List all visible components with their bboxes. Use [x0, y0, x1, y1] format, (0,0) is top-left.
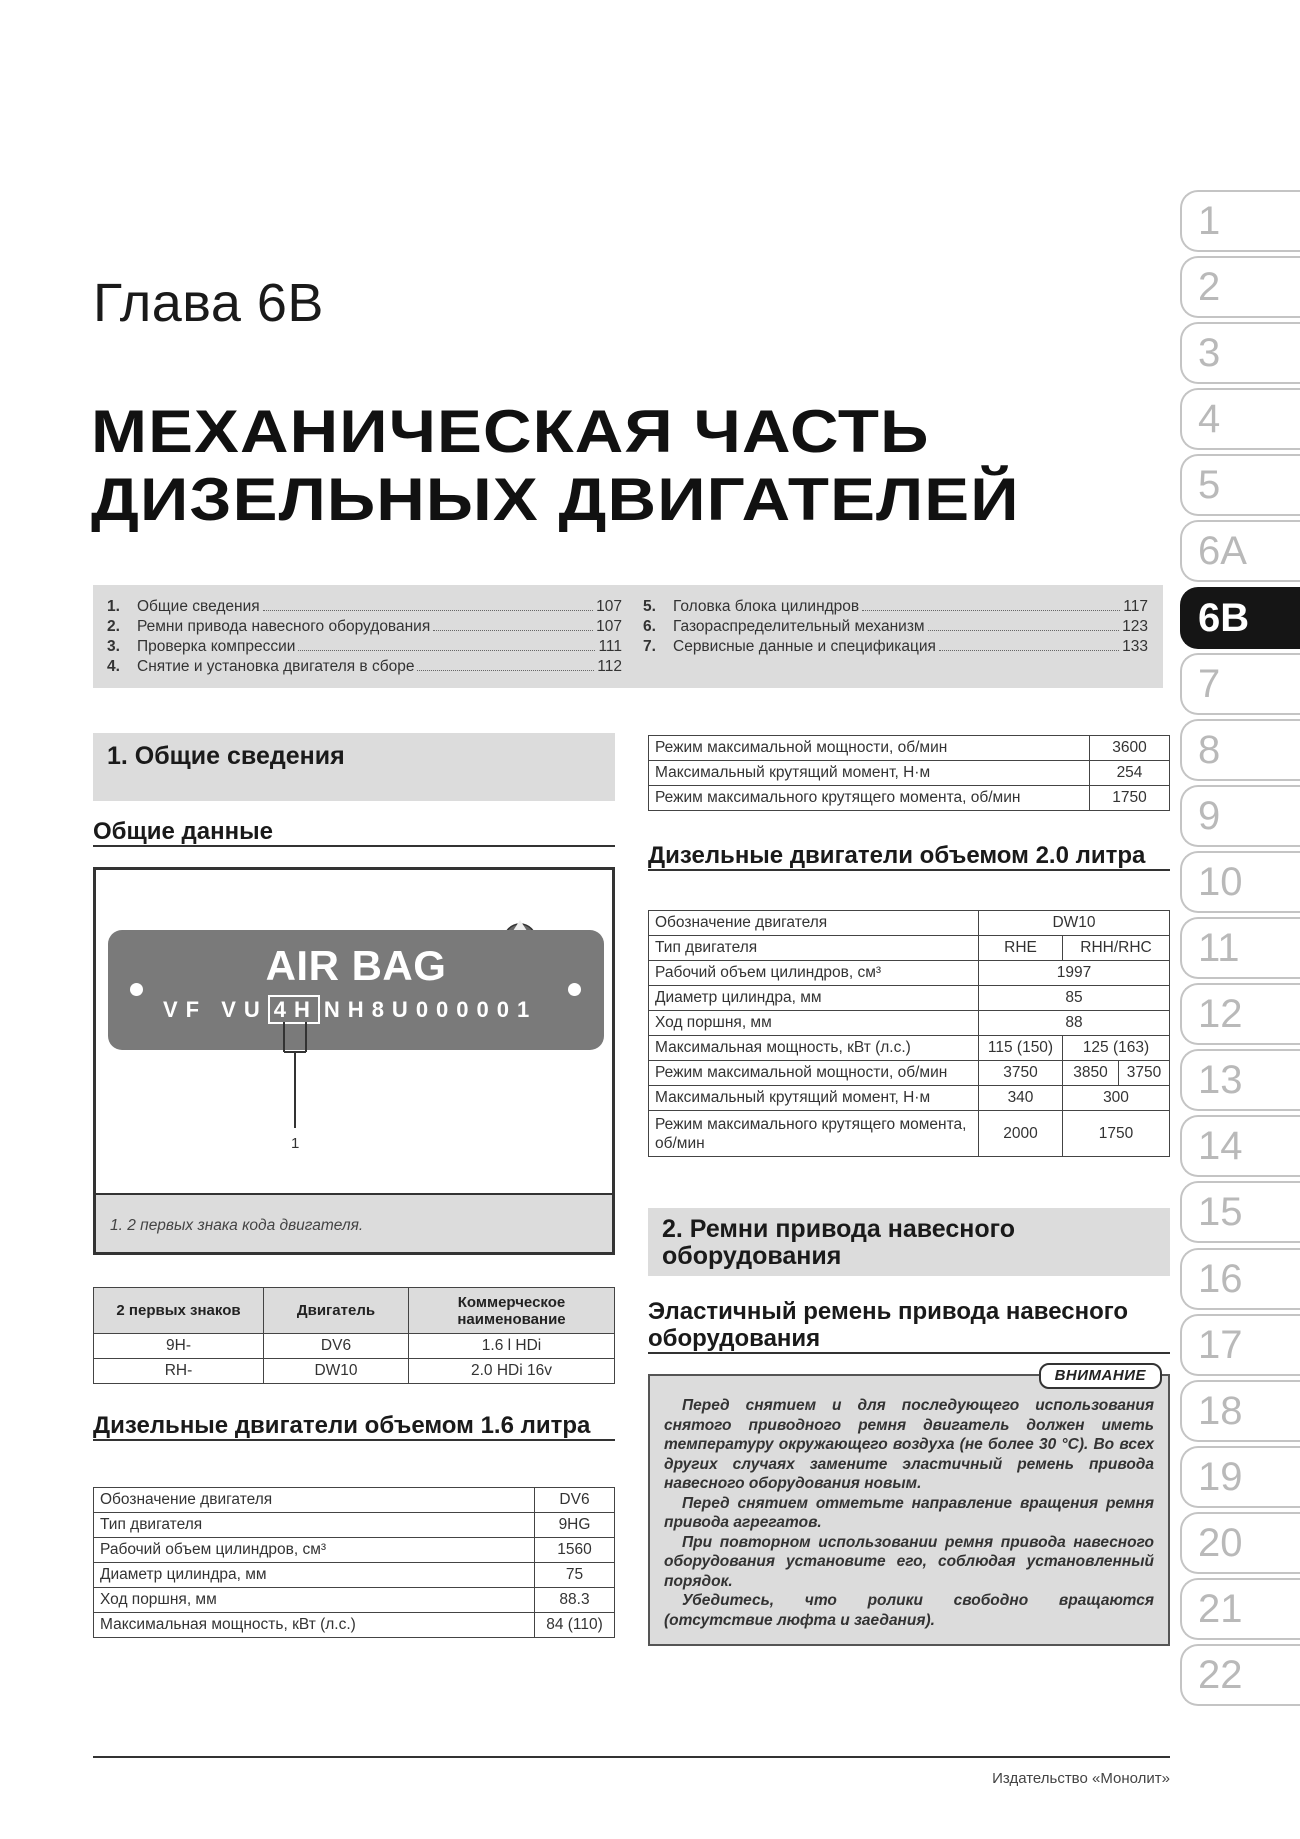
chapter-tab[interactable]: 22 [1180, 1644, 1300, 1706]
table-cell: 1750 [1063, 1111, 1170, 1157]
chapter-tab[interactable]: 20 [1180, 1512, 1300, 1574]
table-row [94, 1588, 615, 1613]
chapter-tab[interactable]: 9 [1180, 785, 1300, 847]
table-cell: Обозначение двигателя [94, 1488, 535, 1513]
table-row [649, 1061, 1170, 1086]
chapter-tab[interactable]: 8 [1180, 719, 1300, 781]
diesel-2-0-heading: Дизельные двигатели объемом 2.0 литра [648, 842, 1170, 871]
table-row [94, 1488, 615, 1513]
title-line-2: ДИЗЕЛЬНЫХ ДВИГАТЕЛЕЙ [91, 466, 1020, 533]
vin-suffix: NH8U000001 [323, 997, 538, 1022]
chapter-tab[interactable]: 7 [1180, 653, 1300, 715]
contents-item-number: 7. [643, 638, 656, 655]
section-1-header: 1. Общие сведения [93, 733, 615, 801]
table-row [649, 1011, 1170, 1036]
table-row [649, 986, 1170, 1011]
chapter-tab[interactable]: 11 [1180, 917, 1300, 979]
table-cell: 88.3 [535, 1588, 615, 1613]
contents-column-left [107, 598, 622, 678]
diesel-1-6-table [93, 1487, 615, 1638]
vin-code [163, 997, 537, 1023]
table-row [649, 786, 1170, 811]
table-cell: RHE [979, 936, 1063, 961]
contents-item-page: 111 [598, 638, 622, 655]
contents-item[interactable] [107, 598, 622, 618]
table-header-row [94, 1288, 615, 1334]
contents-item[interactable] [107, 658, 622, 678]
warning-paragraph: Перед снятием отметьте направление вращения ремня привода агрегатов. [664, 1494, 1154, 1531]
contents-item-page: 133 [1122, 638, 1148, 655]
chapter-tab[interactable]: 16 [1180, 1248, 1300, 1310]
table-cell: RH- [94, 1359, 264, 1384]
table-cell: DV6 [535, 1488, 615, 1513]
leader-dots [417, 670, 594, 671]
title-line-1: МЕХАНИЧЕСКАЯ ЧАСТЬ [91, 398, 930, 465]
table-cell: Режим максимальной мощности, об/мин [649, 1061, 979, 1086]
leader-dots [928, 630, 1120, 631]
diesel-1-6-table-continued [648, 735, 1170, 811]
contents-item[interactable] [107, 638, 622, 658]
table-row [649, 1036, 1170, 1061]
chapter-tab[interactable]: 6A [1180, 520, 1300, 582]
contents-item-number: 1. [107, 598, 120, 615]
chapter-tab[interactable]: 1 [1180, 190, 1300, 252]
table-cell: 84 (110) [535, 1613, 615, 1638]
header-cell: Коммерческое наименование [409, 1288, 615, 1334]
chapter-tab[interactable]: 10 [1180, 851, 1300, 913]
header-cell: 2 первых знаков [94, 1288, 264, 1334]
chapter-tab[interactable]: 19 [1180, 1446, 1300, 1508]
table-cell: Диаметр цилиндра, мм [649, 986, 979, 1011]
chapter-tab[interactable]: 21 [1180, 1578, 1300, 1640]
identification-plate [108, 930, 604, 1050]
table-cell: DW10 [979, 911, 1170, 936]
warning-badge: ВНИМАНИЕ [1039, 1363, 1162, 1389]
chapter-tab[interactable]: 12 [1180, 983, 1300, 1045]
table-cell: 1560 [535, 1538, 615, 1563]
warning-paragraph: Перед снятием и для последующего использования снятого приводного ремня двигатель должен иметь температуру окружающего воздуха (не более 30 °С). Во всех других случаях замените эластичный ремень привода навесного оборудования новым. [664, 1397, 1154, 1492]
contents-item-label: Проверка компрессии [137, 638, 296, 655]
chapter-contents [93, 585, 1163, 688]
table-cell: 254 [1090, 761, 1170, 786]
contents-item-page: 117 [1123, 598, 1148, 615]
table-cell: RHH/RHC [1063, 936, 1170, 961]
table-cell: 1750 [1090, 786, 1170, 811]
table-cell: Диаметр цилиндра, мм [94, 1563, 535, 1588]
chapter-tab[interactable]: 4 [1180, 388, 1300, 450]
table-row [94, 1613, 615, 1638]
chapter-tab[interactable]: 3 [1180, 322, 1300, 384]
table-cell: 300 [1063, 1086, 1170, 1111]
table-cell: Максимальный крутящий момент, Н·м [649, 761, 1090, 786]
contents-item-page: 107 [596, 618, 622, 635]
table-cell: Максимальная мощность, кВт (л.с.) [649, 1036, 979, 1061]
section-2-header: 2. Ремни привода навесного оборудования [648, 1208, 1170, 1276]
table-cell: 3850 [1063, 1061, 1119, 1086]
callout-leader [276, 1018, 316, 1148]
table-cell: 9HG [535, 1513, 615, 1538]
engine-code-highlight: 4H [268, 995, 320, 1024]
leader-dots [298, 650, 595, 651]
warning-paragraph: При повторном использовании ремня привода навесного оборудования установите его, соблюдая установленный порядок. [664, 1533, 1154, 1590]
table-cell: Режим максимальной мощности, об/мин [649, 736, 1090, 761]
table-cell: 2.0 HDi 16v [409, 1359, 615, 1384]
page-title [91, 398, 1020, 534]
diesel-2-0-table [648, 910, 1170, 1157]
contents-item-label: Газораспределительный механизм [673, 618, 925, 635]
contents-item-label: Головка блока цилиндров [673, 598, 860, 615]
table-row [94, 1513, 615, 1538]
contents-item-page: 123 [1122, 618, 1148, 635]
chapter-tab[interactable]: 6B [1180, 587, 1300, 649]
contents-item-label: Ремни привода навесного оборудования [137, 618, 431, 635]
table-row [649, 911, 1170, 936]
general-data-heading: Общие данные [93, 818, 615, 847]
table-row [94, 1334, 615, 1359]
table-cell: Максимальная мощность, кВт (л.с.) [94, 1613, 535, 1638]
table-cell: Ход поршня, мм [649, 1011, 979, 1036]
contents-item-number: 3. [107, 638, 120, 655]
table-cell: Режим максимального крутящего момента, об/мин [649, 786, 1090, 811]
table-row [649, 961, 1170, 986]
table-cell: 2000 [979, 1111, 1063, 1157]
table-row [649, 1086, 1170, 1111]
diesel-1-6-heading: Дизельные двигатели объемом 1.6 литра [93, 1412, 615, 1441]
figure-caption: 1. 2 первых знака кода двигателя. [96, 1193, 612, 1252]
table-row [94, 1563, 615, 1588]
table-cell: DV6 [264, 1334, 409, 1359]
vin-prefix: VF VU [163, 997, 268, 1022]
contents-item-number: 5. [643, 598, 656, 615]
contents-item-label: Общие сведения [137, 598, 260, 615]
table-row [94, 1538, 615, 1563]
table-cell: Максимальный крутящий момент, Н·м [649, 1086, 979, 1111]
chapter-tab[interactable]: 13 [1180, 1049, 1300, 1111]
contents-item-label: Сервисные данные и спецификация [673, 638, 936, 655]
table-cell: 1.6 l HDi [409, 1334, 615, 1359]
table-cell: Рабочий объем цилиндров, см³ [94, 1538, 535, 1563]
chapter-tab[interactable]: 17 [1180, 1314, 1300, 1376]
contents-item-page: 107 [596, 598, 622, 615]
chapter-tab[interactable]: 18 [1180, 1380, 1300, 1442]
table-row [94, 1359, 615, 1384]
publisher-footer: Издательство «Монолит» [992, 1770, 1170, 1787]
table-cell: 340 [979, 1086, 1063, 1111]
table-cell: 3750 [1119, 1061, 1170, 1086]
callout-number: 1 [291, 1135, 300, 1152]
leader-dots [862, 610, 1120, 611]
table-cell: 3750 [979, 1061, 1063, 1086]
table-cell: Рабочий объем цилиндров, см³ [649, 961, 979, 986]
header-cell: Двигатель [264, 1288, 409, 1334]
table-cell: Тип двигателя [649, 936, 979, 961]
chapter-tab[interactable]: 14 [1180, 1115, 1300, 1177]
contents-column-right [643, 598, 1148, 658]
table-row [649, 761, 1170, 786]
footer-rule [93, 1756, 1170, 1758]
table-cell: 115 (150) [979, 1036, 1063, 1061]
table-cell: 3600 [1090, 736, 1170, 761]
table-cell: 85 [979, 986, 1170, 1011]
contents-item-number: 2. [107, 618, 120, 635]
warning-box [648, 1367, 1170, 1646]
table-row [649, 1111, 1170, 1157]
contents-item[interactable] [643, 598, 1148, 618]
contents-item[interactable] [107, 618, 622, 638]
table-cell: 88 [979, 1011, 1170, 1036]
contents-item-label: Снятие и установка двигателя в сборе [137, 658, 415, 675]
chapter-tabs [1180, 190, 1300, 1710]
chapter-tab[interactable]: 15 [1180, 1181, 1300, 1243]
table-cell: DW10 [264, 1359, 409, 1384]
chapter-tab[interactable]: 2 [1180, 256, 1300, 318]
table-cell: Обозначение двигателя [649, 911, 979, 936]
table-cell: 75 [535, 1563, 615, 1588]
table-cell: Ход поршня, мм [94, 1588, 535, 1613]
table-row [649, 936, 1170, 961]
table-cell: Тип двигателя [94, 1513, 535, 1538]
leader-dots [263, 610, 593, 611]
contents-item-page: 112 [597, 658, 622, 675]
contents-item[interactable] [643, 618, 1148, 638]
warning-paragraph: Убедитесь, что ролики свободно вращаются (отсутствие люфта и заедания). [664, 1592, 1154, 1629]
table-cell: 125 (163) [1063, 1036, 1170, 1061]
chapter-label: Глава 6В [93, 273, 324, 333]
engine-codes-table [93, 1287, 615, 1384]
leader-dots [433, 630, 593, 631]
table-row [649, 736, 1170, 761]
contents-item-number: 4. [107, 658, 120, 675]
leader-dots [939, 650, 1119, 651]
chapter-tab[interactable]: 5 [1180, 454, 1300, 516]
table-cell: Режим максимального крутящего момента, об/мин [649, 1111, 979, 1157]
contents-item-number: 6. [643, 618, 656, 635]
contents-item[interactable] [643, 638, 1148, 658]
plate-title: AIR BAG [265, 942, 447, 989]
engine-code-figure [93, 867, 615, 1255]
belt-heading: Эластичный ремень привода навесного оборудования [648, 1298, 1170, 1354]
table-cell: 9H- [94, 1334, 264, 1359]
table-cell: 1997 [979, 961, 1170, 986]
